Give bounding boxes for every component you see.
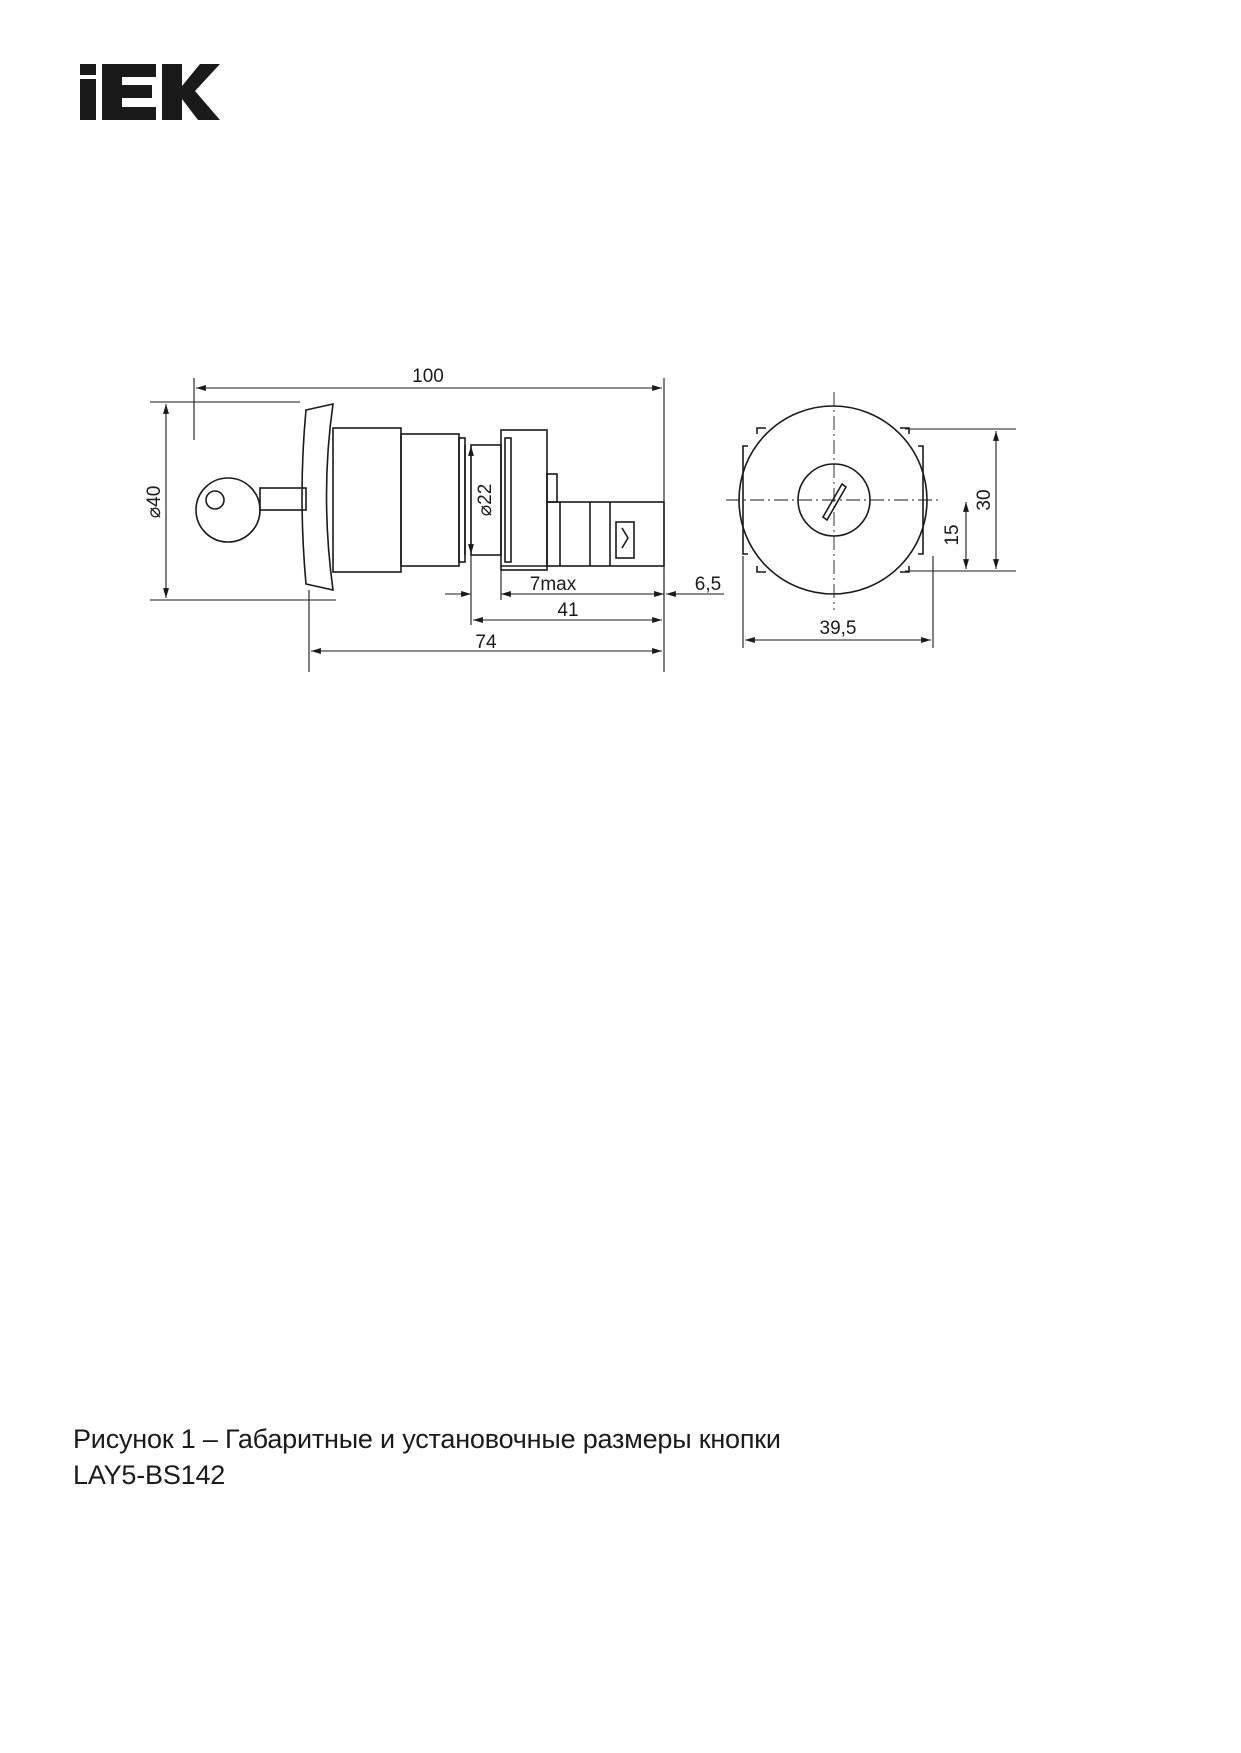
caption-line-2: LAY5-BS142	[73, 1460, 226, 1490]
figure-caption	[73, 1421, 1073, 1493]
dim-body-length: 74	[475, 632, 497, 653]
dim-front-width: 39,5	[819, 618, 857, 639]
dim-front-height: 30	[974, 489, 995, 511]
side-view	[196, 404, 664, 590]
dim-behind-panel: 41	[557, 600, 579, 621]
dim-front-half-height: 15	[942, 524, 963, 546]
dim-terminal-offset: 6,5	[694, 574, 722, 595]
dim-head-diameter: ⌀40	[144, 485, 165, 519]
dimension-drawing	[0, 0, 1241, 760]
dim-overall-length: 100	[412, 366, 444, 387]
side-view-dimensions	[150, 378, 724, 672]
dim-mount-diameter: ⌀22	[475, 483, 496, 517]
front-view-centerlines	[726, 392, 942, 610]
front-view-dimensions	[743, 429, 1016, 648]
caption-line-1: Рисунок 1 – Габаритные и установочные размеры кнопки	[73, 1424, 781, 1454]
dim-panel-max: 7max	[529, 574, 577, 595]
